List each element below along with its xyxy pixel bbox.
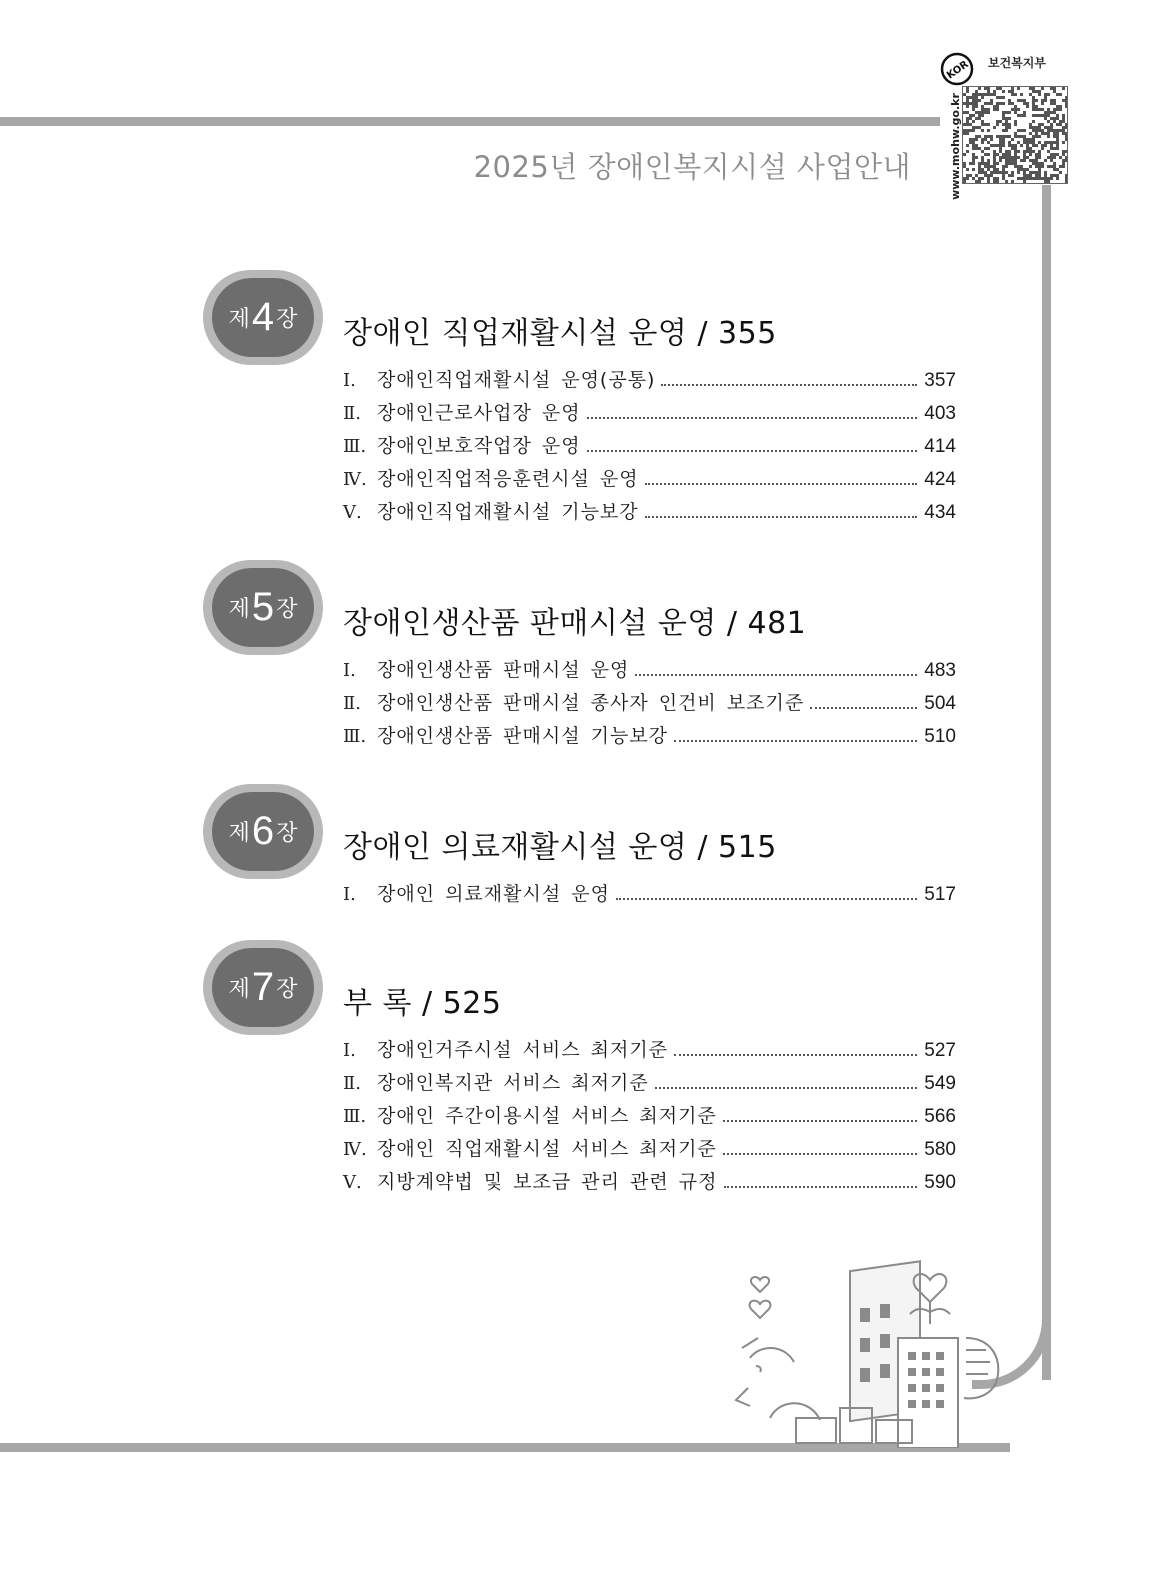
toc-entry[interactable] bbox=[343, 398, 956, 426]
toc-entry-number: Ⅳ. bbox=[343, 469, 367, 490]
toc-entry-page: 580 bbox=[924, 1139, 956, 1160]
leader-dots bbox=[616, 898, 917, 900]
chapter-number: 7 bbox=[251, 965, 275, 1009]
toc-entry-label: 장애인보호작업장 운영 bbox=[377, 435, 581, 457]
ministry-url: www.mohw.go.kr bbox=[948, 93, 962, 200]
toc-entry[interactable] bbox=[343, 1101, 956, 1129]
toc-entry-label: 지방계약법 및 보조금 관리 관련 규정 bbox=[377, 1171, 718, 1193]
leader-dots bbox=[655, 1087, 917, 1089]
toc-entry-page: 510 bbox=[924, 726, 956, 747]
toc-entry-label: 장애인생산품 판매시설 기능보강 bbox=[377, 725, 669, 747]
toc-entry[interactable] bbox=[343, 365, 956, 393]
leader-dots bbox=[645, 516, 917, 518]
chapter-number: 4 bbox=[251, 295, 275, 339]
leader-dots bbox=[810, 707, 917, 709]
toc-entry-page: 434 bbox=[924, 502, 956, 523]
running-header-title: 2025년 장애인복지시설 사업안내 bbox=[473, 150, 911, 184]
toc-entry-number: Ⅴ. bbox=[343, 1172, 362, 1193]
chapter-prefix: 제 bbox=[228, 597, 250, 622]
toc-entry[interactable] bbox=[343, 1167, 956, 1195]
toc-entry-number: Ⅰ. bbox=[343, 1040, 356, 1061]
toc-entry-label: 장애인생산품 판매시설 종사자 인건비 보조기준 bbox=[377, 692, 805, 714]
leader-dots bbox=[587, 417, 917, 419]
chapter-suffix: 장 bbox=[276, 307, 298, 332]
chapter-suffix: 장 bbox=[276, 821, 298, 846]
toc-entry[interactable] bbox=[343, 1134, 956, 1162]
leader-dots bbox=[674, 1054, 917, 1056]
toc-entry[interactable] bbox=[343, 721, 956, 749]
chapter-number: 6 bbox=[251, 809, 275, 853]
toc-entry-number: Ⅲ. bbox=[343, 726, 367, 747]
qr-code-icon bbox=[962, 86, 1068, 184]
toc-entry-label: 장애인 주간이용시설 서비스 최저기준 bbox=[377, 1105, 717, 1127]
toc-entry-label: 장애인직업적응훈련시설 운영 bbox=[377, 468, 639, 490]
toc-entry-page: 483 bbox=[924, 660, 956, 681]
toc-entry-number: Ⅲ. bbox=[343, 436, 367, 457]
toc-entry-page: 517 bbox=[924, 884, 956, 905]
leader-dots bbox=[587, 450, 917, 452]
leader-dots bbox=[674, 740, 917, 742]
chapter-suffix: 장 bbox=[276, 597, 298, 622]
ministry-logo-block bbox=[938, 50, 1068, 200]
toc-entry-label: 장애인 직업재활시설 서비스 최저기준 bbox=[377, 1138, 717, 1160]
chapter-title: 장애인생산품 판매시설 운영 / 481 bbox=[343, 606, 807, 641]
toc-entry-label: 장애인직업재활시설 기능보강 bbox=[377, 501, 639, 523]
leader-dots bbox=[723, 1153, 917, 1155]
toc-entry[interactable] bbox=[343, 655, 956, 683]
leader-dots bbox=[645, 483, 917, 485]
toc-entry[interactable] bbox=[343, 879, 956, 907]
toc-entry[interactable] bbox=[343, 464, 956, 492]
toc-entry-label: 장애인생산품 판매시설 운영 bbox=[377, 659, 630, 681]
toc-entry-label: 장애인거주시설 서비스 최저기준 bbox=[377, 1039, 669, 1061]
toc-entry[interactable] bbox=[343, 431, 956, 459]
chapter-title: 부 록 / 525 bbox=[343, 986, 502, 1021]
toc-entry-page: 566 bbox=[924, 1106, 956, 1127]
toc-entry-page: 549 bbox=[924, 1073, 956, 1094]
toc-entry[interactable] bbox=[343, 497, 956, 525]
toc-entry-page: 527 bbox=[924, 1040, 956, 1061]
chapter-prefix: 제 bbox=[228, 821, 250, 846]
chapter-suffix: 장 bbox=[276, 977, 298, 1002]
toc-entry-label: 장애인복지관 서비스 최저기준 bbox=[377, 1072, 649, 1094]
toc-entry-number: Ⅰ. bbox=[343, 660, 356, 681]
city-illustration-icon bbox=[730, 1248, 1030, 1448]
chapter-badge bbox=[203, 784, 323, 879]
svg-text:KOR: KOR bbox=[945, 58, 971, 82]
chapter-prefix: 제 bbox=[228, 977, 250, 1002]
leader-dots bbox=[635, 674, 917, 676]
toc-entry-number: Ⅳ. bbox=[343, 1139, 367, 1160]
toc-entry-page: 504 bbox=[924, 693, 956, 714]
toc-entry-number: Ⅱ. bbox=[343, 403, 361, 424]
toc-entry-page: 403 bbox=[924, 403, 956, 424]
toc-entry-number: Ⅲ. bbox=[343, 1106, 367, 1127]
chapter-prefix: 제 bbox=[228, 307, 250, 332]
toc-entry-number: Ⅰ. bbox=[343, 370, 356, 391]
toc-entry-number: Ⅱ. bbox=[343, 1073, 361, 1094]
toc-entry-label: 장애인직업재활시설 운영(공통) bbox=[377, 369, 656, 391]
chapter-title: 장애인 의료재활시설 운영 / 515 bbox=[343, 830, 777, 865]
chapter-badge bbox=[203, 270, 323, 365]
frame-right-rule bbox=[1042, 185, 1051, 1380]
toc-entry-number: Ⅴ. bbox=[343, 502, 362, 523]
chapter-badge bbox=[203, 560, 323, 655]
toc-entry-label: 장애인 의료재활시설 운영 bbox=[377, 883, 610, 905]
leader-dots bbox=[724, 1186, 917, 1188]
chapter-number: 5 bbox=[251, 585, 275, 629]
kor-badge-icon bbox=[940, 52, 974, 86]
toc-entry-label: 장애인근로사업장 운영 bbox=[377, 402, 581, 424]
toc-entry[interactable] bbox=[343, 1068, 956, 1096]
ministry-name: 보건복지부 bbox=[988, 56, 1046, 70]
leader-dots bbox=[723, 1120, 917, 1122]
toc-entry-page: 590 bbox=[924, 1172, 956, 1193]
toc-entry-page: 414 bbox=[924, 436, 956, 457]
chapter-title: 장애인 직업재활시설 운영 / 355 bbox=[343, 316, 777, 351]
toc-entry[interactable] bbox=[343, 688, 956, 716]
frame-top-rule bbox=[0, 117, 940, 126]
toc-entry-number: Ⅰ. bbox=[343, 884, 356, 905]
toc-entry-number: Ⅱ. bbox=[343, 693, 361, 714]
toc-entry-page: 424 bbox=[924, 469, 956, 490]
toc-entry-page: 357 bbox=[924, 370, 956, 391]
toc-entry[interactable] bbox=[343, 1035, 956, 1063]
leader-dots bbox=[661, 384, 917, 386]
chapter-badge bbox=[203, 940, 323, 1035]
